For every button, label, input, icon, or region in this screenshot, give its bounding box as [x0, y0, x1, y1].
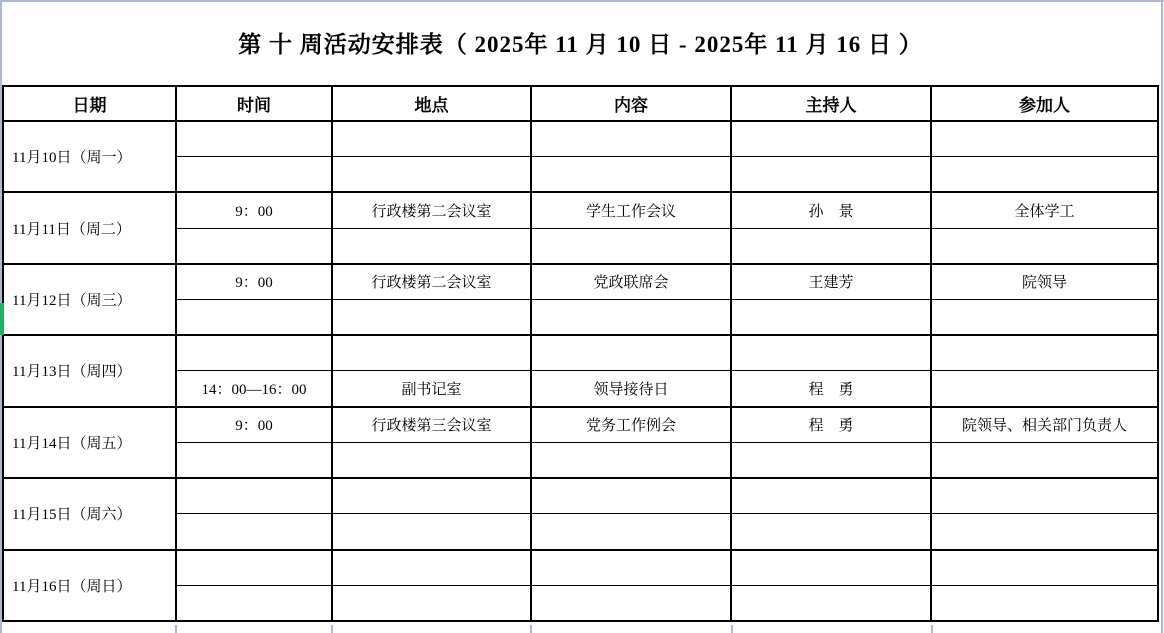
participants-cell[interactable] [932, 300, 1157, 334]
participants-cell[interactable] [932, 551, 1157, 585]
time-cell[interactable] [177, 514, 333, 548]
participants-cell[interactable] [932, 122, 1157, 156]
content-cell[interactable] [532, 229, 732, 263]
host-cell[interactable]: 王建芳 [732, 265, 932, 299]
location-cell[interactable] [333, 586, 532, 620]
date-cell[interactable]: 11月11日（周二） [4, 193, 177, 262]
host-cell[interactable] [732, 157, 932, 191]
time-cell[interactable]: 9：00 [177, 265, 333, 299]
content-cell[interactable] [532, 300, 732, 334]
date-cell[interactable]: 11月13日（周四） [4, 336, 177, 405]
time-cell[interactable] [177, 300, 333, 334]
time-cell[interactable] [177, 229, 333, 263]
time-cell[interactable] [177, 551, 333, 585]
participants-cell[interactable]: 院领导 [1021, 275, 1067, 292]
content-cell[interactable] [532, 586, 732, 620]
participants-cell[interactable] [932, 336, 1157, 370]
location-cell[interactable] [333, 443, 532, 477]
time-cell[interactable] [177, 336, 333, 370]
schedule-table [2, 85, 1159, 622]
date-cell[interactable]: 11月14日（周五） [4, 408, 177, 477]
date-cell[interactable]: 11月12日（周三） [4, 265, 177, 334]
host-cell[interactable] [732, 122, 932, 156]
location-cell[interactable]: 行政楼第二会议室 [333, 193, 532, 227]
participants-cell[interactable]: 全体学工 [1014, 204, 1075, 221]
table-row-wednesday [4, 265, 1157, 336]
location-cell[interactable] [333, 122, 532, 156]
content-cell[interactable] [532, 479, 732, 513]
location-cell[interactable] [333, 551, 532, 585]
header-cell-date[interactable]: 日期 [4, 87, 177, 120]
table-row-thursday [4, 336, 1157, 407]
content-cell[interactable]: 党政联席会 [532, 265, 732, 299]
time-cell[interactable] [177, 479, 333, 513]
time-cell[interactable] [177, 586, 333, 620]
table-row-monday [4, 122, 1157, 193]
location-cell[interactable] [333, 479, 532, 513]
time-cell[interactable]: 9：00 [177, 408, 333, 442]
header-cell-time[interactable]: 时间 [177, 87, 333, 120]
time-cell[interactable]: 14：00—16：00 [177, 371, 333, 405]
content-cell[interactable] [532, 336, 732, 370]
content-cell[interactable] [532, 551, 732, 585]
date-cell[interactable]: 11月16日（周日） [4, 551, 177, 620]
table-row-friday [4, 408, 1157, 479]
table-row-tuesday [4, 193, 1157, 264]
participants-cell[interactable] [932, 157, 1157, 191]
host-cell[interactable] [732, 514, 932, 548]
header-cell-content[interactable]: 内容 [532, 87, 732, 120]
schedule-title-cell[interactable]: 第 十 周活动安排表（ 2025年 11 月 10 日 - 2025年 11 月 16 日 ） [238, 32, 923, 57]
time-cell[interactable] [177, 157, 333, 191]
location-cell[interactable] [333, 229, 532, 263]
host-cell[interactable]: 孙 景 [732, 193, 932, 227]
participants-cell[interactable] [932, 229, 1157, 263]
gridline-right [1161, 0, 1163, 633]
host-cell[interactable] [732, 551, 932, 585]
location-cell[interactable] [333, 514, 532, 548]
participants-cell[interactable]: 院领导、相关部门负责人 [961, 418, 1127, 435]
host-cell[interactable] [732, 336, 932, 370]
participants-cell[interactable] [932, 371, 1157, 405]
table-row-sunday [4, 551, 1157, 620]
date-cell[interactable]: 11月10日（周一） [4, 122, 177, 191]
host-cell[interactable] [732, 479, 932, 513]
grid-stub [931, 625, 933, 633]
content-cell[interactable] [532, 157, 732, 191]
host-cell[interactable] [732, 586, 932, 620]
row-selection-indicator [0, 303, 4, 335]
host-cell[interactable] [732, 300, 932, 334]
host-cell[interactable]: 程 勇 [732, 371, 932, 405]
host-cell[interactable] [732, 443, 932, 477]
grid-stub [530, 625, 532, 633]
table-row-saturday [4, 479, 1157, 550]
participants-cell[interactable] [932, 514, 1157, 548]
location-cell[interactable]: 行政楼第二会议室 [333, 265, 532, 299]
header-row [4, 87, 1157, 122]
location-cell[interactable]: 行政楼第三会议室 [333, 408, 532, 442]
grid-stub [331, 625, 333, 633]
header-cell-host[interactable]: 主持人 [732, 87, 932, 120]
date-cell[interactable]: 11月15日（周六） [4, 479, 177, 548]
grid-stub [731, 625, 733, 633]
header-cell-participants[interactable]: 参加人 [1019, 96, 1070, 115]
location-cell[interactable]: 副书记室 [333, 371, 532, 405]
participants-cell[interactable] [932, 443, 1157, 477]
content-cell[interactable] [532, 122, 732, 156]
header-cell-location[interactable]: 地点 [333, 87, 532, 120]
location-cell[interactable] [333, 157, 532, 191]
location-cell[interactable] [333, 300, 532, 334]
content-cell[interactable] [532, 443, 732, 477]
participants-cell[interactable] [932, 479, 1157, 513]
time-cell[interactable] [177, 443, 333, 477]
time-cell[interactable]: 9：00 [177, 193, 333, 227]
content-cell[interactable]: 学生工作会议 [532, 193, 732, 227]
location-cell[interactable] [333, 336, 532, 370]
content-cell[interactable]: 领导接待日 [532, 371, 732, 405]
content-cell[interactable]: 党务工作例会 [532, 408, 732, 442]
participants-cell[interactable] [932, 586, 1157, 620]
host-cell[interactable]: 程 勇 [732, 408, 932, 442]
host-cell[interactable] [732, 229, 932, 263]
grid-stub [175, 625, 177, 633]
content-cell[interactable] [532, 514, 732, 548]
time-cell[interactable] [177, 122, 333, 156]
